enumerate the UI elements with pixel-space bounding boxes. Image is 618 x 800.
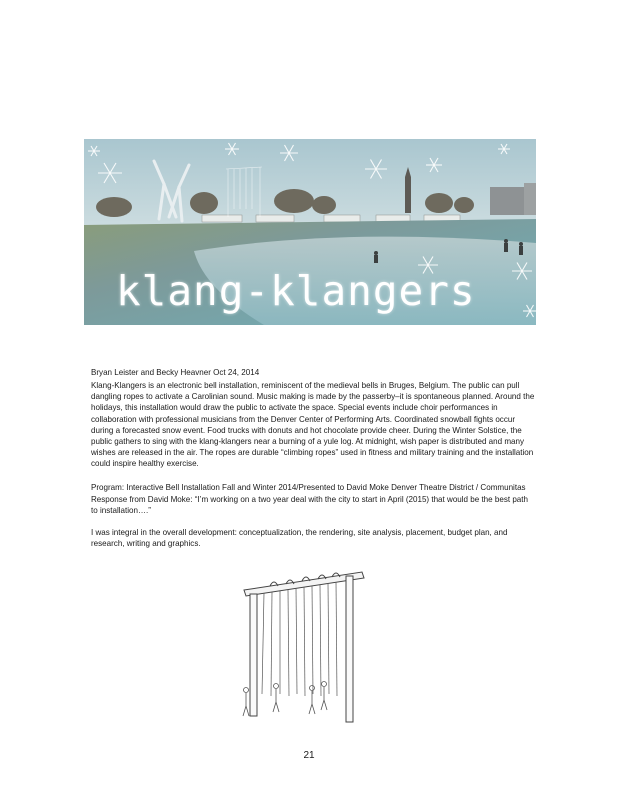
byline: Bryan Leister and Becky Heavner Oct 24, 2014	[91, 368, 260, 377]
installation-sketch	[238, 566, 378, 726]
response-quote: Response from David Moke: “I’m working on a two year deal with the city to start in April (2015) that would be the best path to installation….”	[91, 495, 528, 516]
description-paragraph: Klang-Klangers is an electronic bell installation, reminiscent of the medieval bells in Bruges, Belgium. The public can pull dangling ropes to activate a Carolinian sound. Music making is made by the passerby–it is spontaneous planned. Around the holidays, this installation would draw the public to activate the space. Special events include choir performances in collaboration with professional musicians from the Denver Center of Performing Arts. Coordinated snowball fights occur during a forecasted snow event. Food trucks with donuts and hot chocolate provide cheer. During the Winter Solstice, the public gathers to sing with the klang-klangers near a burning of a yule log. At midnight, wish paper is distributed and many wishes are released in the air. The ropes are durable “climbing ropes” used in fitness and military training and the installation could inspire healthy exercise.	[91, 381, 535, 469]
program-line: Program: Interactive Bell Installation Fall and Winter 2014/Presented to David Moke Denver Theatre District / Communitas	[91, 483, 526, 492]
bell-frame-drawing	[238, 566, 378, 726]
hero-rendering	[84, 139, 536, 325]
hero-title: klang-klangers	[116, 267, 476, 315]
page-number: 21	[303, 750, 315, 761]
role-statement: I was integral in the overall development: conceptualization, the rendering, site analysis, placement, budget plan, and research, writing and graphics.	[91, 528, 508, 549]
